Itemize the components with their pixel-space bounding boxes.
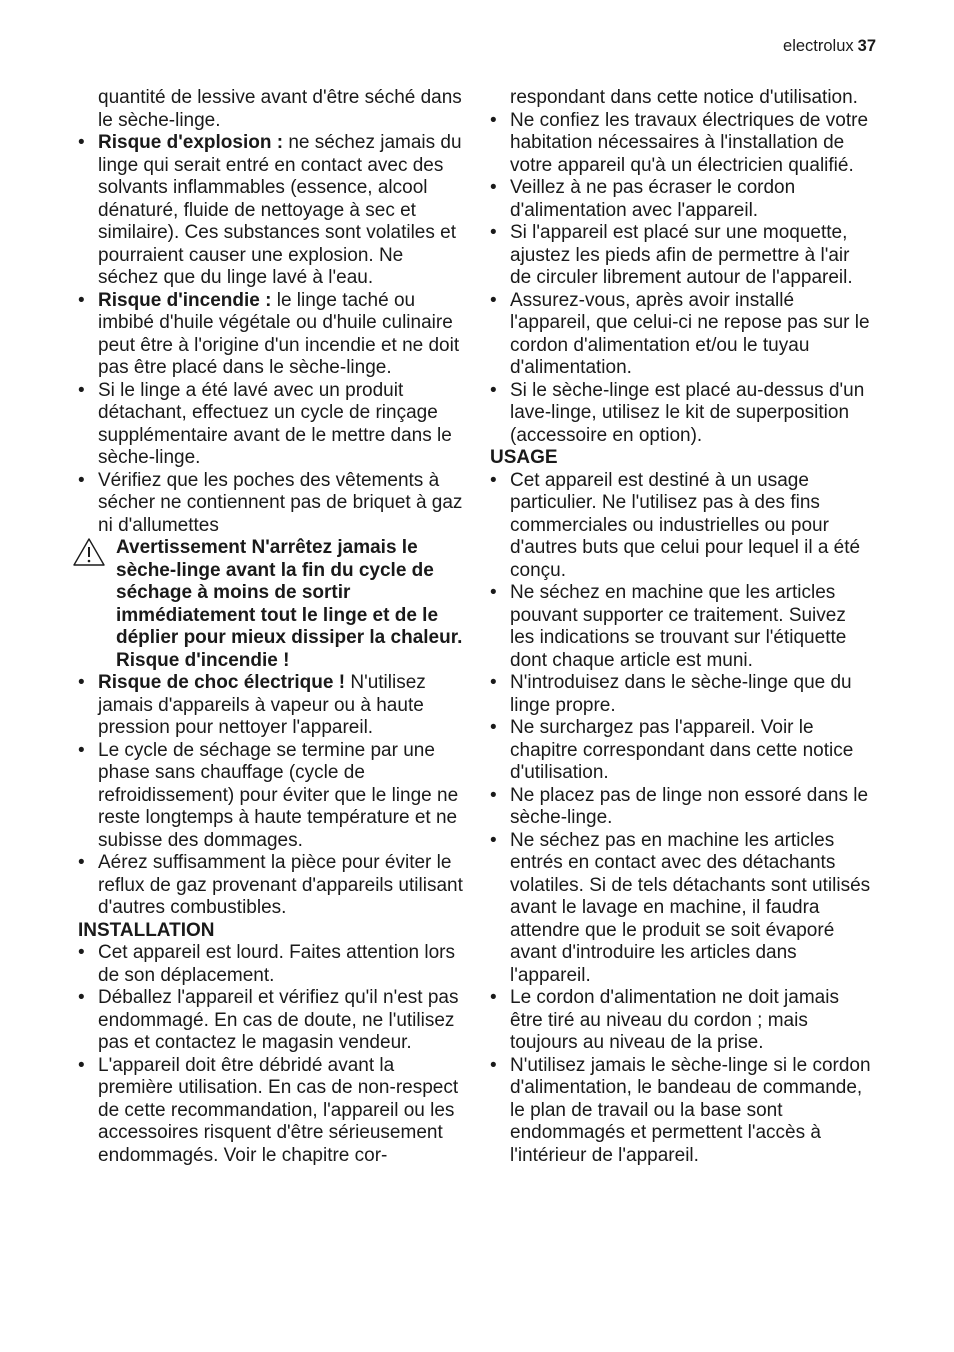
continuation-text: quantité de lessive avant d'être séché dans le sèche-linge. xyxy=(98,87,462,131)
list-item: • L'appareil doit être débridé avant la première utilisation. En cas de non-respect de cette recommandation, l'appareil ou les accessoires risquent d'être sérieusement endommagés. Voir le chapitre cor- xyxy=(78,1055,468,1168)
list-item: • Assurez-vous, après avoir installé l'appareil, que celui-ci ne repose pas sur le cordon d'alimentation et/ou le tuyau d'alimentation. xyxy=(490,290,875,380)
installation-list xyxy=(78,942,468,1167)
page-header xyxy=(783,36,876,56)
list-item: • Ne confiez les travaux électriques de votre habitation nécessaires à l'installation de votre appareil qu'à un électricien qualifié. xyxy=(490,110,875,178)
list-item: • Si le linge a été lavé avec un produit détachant, effectuez un cycle de rinçage supplémentaire avant de le mettre dans le sèche-linge. xyxy=(78,380,468,470)
list-item: • Le cycle de séchage se termine par une phase sans chauffage (cycle de refroidissement) pour éviter que le linge ne reste longtemps à haute température et ne subisse des dommages. xyxy=(78,740,468,853)
continuation-text: respondant dans cette notice d'utilisation. xyxy=(510,87,858,108)
list-item: • Risque d'incendie : le linge taché ou imbibé d'huile végétale ou d'huile culinaire peut être à l'origine d'un incendie et ne doit pas être placé dans le sèche-linge. xyxy=(78,290,468,380)
warning-note xyxy=(78,537,468,672)
list-item: • Ne séchez en machine que les articles pouvant supporter ce traitement. Suivez les indications se trouvant sur l'étiquette dont chaque article est muni. xyxy=(490,582,875,672)
list-item: • Aérez suffisamment la pièce pour éviter le reflux de gaz provenant d'appareils utilisant d'autres combustibles. xyxy=(78,852,468,920)
list-item: • Si le sèche-linge est placé au-dessus d'un lave-linge, utilisez le kit de superposition (accessoire en option). xyxy=(490,380,875,448)
installation-list-continued xyxy=(490,110,875,448)
left-column xyxy=(78,87,468,1167)
list-item: • Ne séchez pas en machine les articles entrés en contact avec des détachants volatiles. Si de tels détachants sont utilisés avant le lavage en machine, il faudra attendre que le produit se soit évaporé avant d'introduire les articles dans l'appareil. xyxy=(490,830,875,988)
list-item: • Ne surchargez pas l'appareil. Voir le chapitre correspondant dans cette notice d'utilisation. xyxy=(490,717,875,785)
usage-heading: USAGE xyxy=(490,447,558,468)
list-item: • Risque d'explosion : ne séchez jamais du linge qui serait entré en contact avec des solvants inflammables (essence, alcool dénaturé, fluide de nettoyage à sec et similaire). Ces substances sont volatiles et pourraient causer une explosion. Ne séchez que du linge lavé à l'eau. xyxy=(78,132,468,290)
list-item: • Déballez l'appareil et vérifiez qu'il n'est pas endommagé. En cas de doute, ne l'utilisez pas et contactez le magasin vendeur. xyxy=(78,987,468,1055)
list-item: • Veillez à ne pas écraser le cordon d'alimentation avec l'appareil. xyxy=(490,177,875,222)
safety-list-b xyxy=(78,672,468,920)
list-item: • N'introduisez dans le sèche-linge que du linge propre. xyxy=(490,672,875,717)
safety-list-a xyxy=(78,132,468,537)
list-item: • Ne placez pas de linge non essoré dans le sèche-linge. xyxy=(490,785,875,830)
warning-text: Avertissement N'arrêtez jamais le sèche-linge avant la fin du cycle de séchage à moins de sortir immédiatement tout le linge et de le déplier pour mieux dissiper la chaleur. Risque d'incendie ! xyxy=(116,537,463,671)
right-column xyxy=(490,87,875,1167)
list-item: • Le cordon d'alimentation ne doit jamais être tiré au niveau du cordon ; mais toujours au niveau de la prise. xyxy=(490,987,875,1055)
list-item: • Cet appareil est lourd. Faites attention lors de son déplacement. xyxy=(78,942,468,987)
list-item: • Cet appareil est destiné à un usage particulier. Ne l'utilisez pas à des fins commerciales ou industrielles ou pour d'autres buts que celui pour lequel il a été conçu. xyxy=(490,470,875,583)
installation-heading: INSTALLATION xyxy=(78,919,215,941)
list-item: • Si l'appareil est placé sur une moquette, ajustez les pieds afin de permettre à l'air de circuler librement autour de l'appareil. xyxy=(490,222,875,290)
usage-list xyxy=(490,470,875,1168)
page-number: 37 xyxy=(857,37,876,55)
warning-triangle-icon xyxy=(72,537,106,567)
list-item: • Risque de choc électrique ! N'utilisez jamais d'appareils à vapeur ou à haute pression pour nettoyer l'appareil. xyxy=(78,672,468,740)
list-item: • N'utilisez jamais le sèche-linge si le cordon d'alimentation, le bandeau de commande, le plan de travail ou la base sont endommagés et permettent l'accès à l'intérieur de l'appareil. xyxy=(490,1055,875,1168)
brand-name: electrolux xyxy=(783,37,854,55)
list-item: • Vérifiez que les poches des vêtements à sécher ne contiennent pas de briquet à gaz ni d'allumettes xyxy=(78,470,468,538)
